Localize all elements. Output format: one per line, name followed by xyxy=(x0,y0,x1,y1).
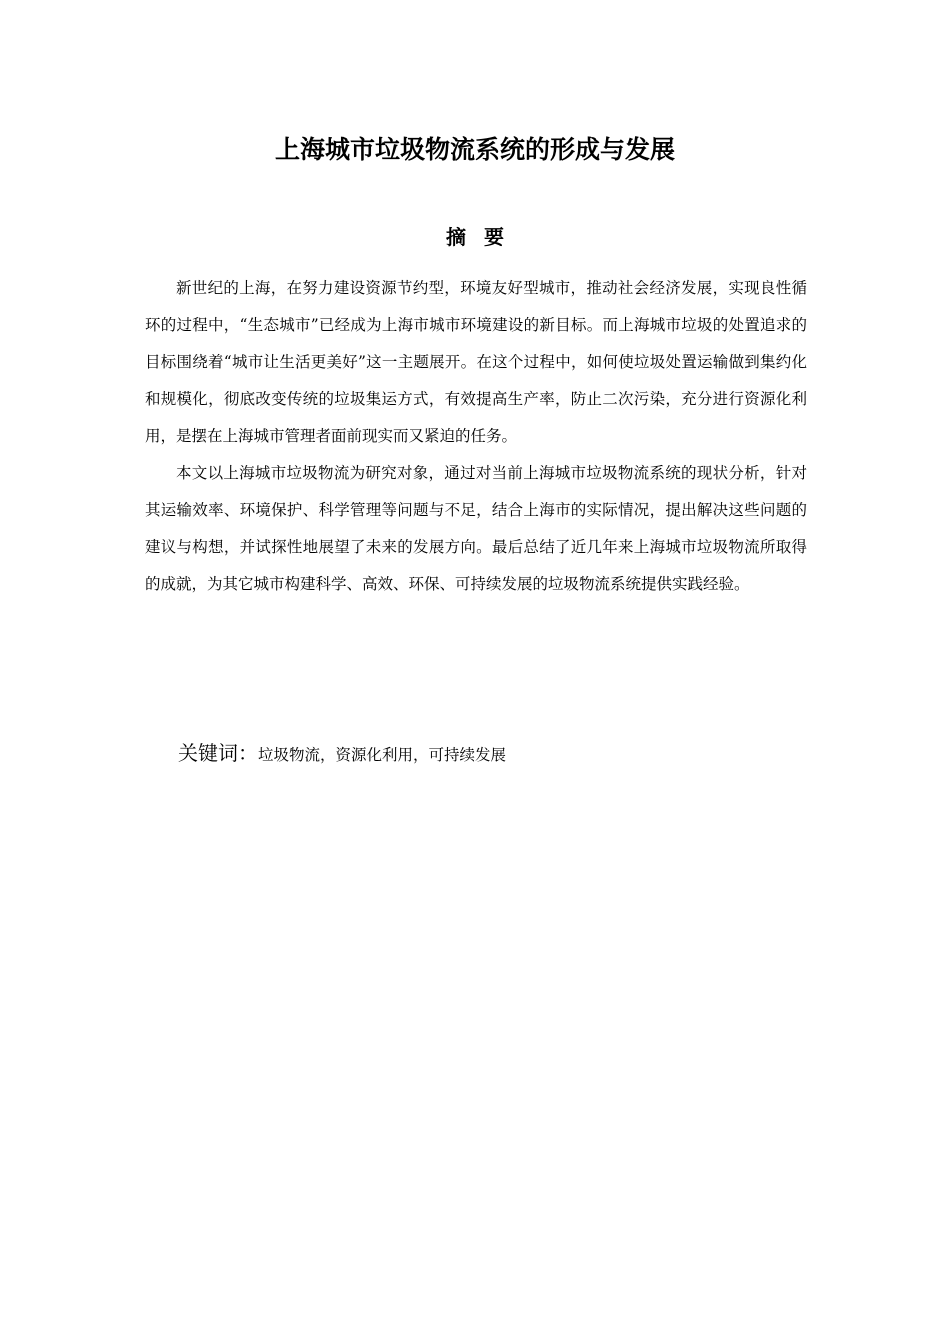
keywords-value: 垃圾物流，资源化利用，可持续发展 xyxy=(258,746,507,764)
keywords-label: 关键词： xyxy=(178,741,258,765)
abstract-paragraph: 本文以上海城市垃圾物流为研究对象，通过对当前上海城市垃圾物流系统的现状分析，针对其运输效率、环境保护、科学管理等问题与不足，结合上海市的实际情况，提出解决这些问题的建议与构想，并试探性地展望了未来的发展方向。最后总结了近几年来上海城市垃圾物流所取得的成就，为其它城市构建科学、高效、环保、可持续发展的垃圾物流系统提供实践经验。 xyxy=(145,464,807,593)
keywords-line xyxy=(178,736,798,772)
abstract-paragraph: 新世纪的上海，在努力建设资源节约型，环境友好型城市，推动社会经济发展，实现良性循环的过程中，“生态城市”已经成为上海市城市环境建设的新目标。而上海城市垃圾的处置追求的目标围绕着“城市让生活更美好”这一主题展开。在这个过程中，如何使垃圾处置运输做到集约化和规模化，彻底改变传统的垃圾集运方式，有效提高生产率，防止二次污染，充分进行资源化利用，是摆在上海城市管理者面前现实而又紧迫的任务。 xyxy=(145,279,807,445)
abstract-body xyxy=(145,270,807,603)
document-title: 上海城市垃圾物流系统的形成与发展 xyxy=(274,135,675,164)
abstract-heading: 摘要 xyxy=(446,225,522,249)
